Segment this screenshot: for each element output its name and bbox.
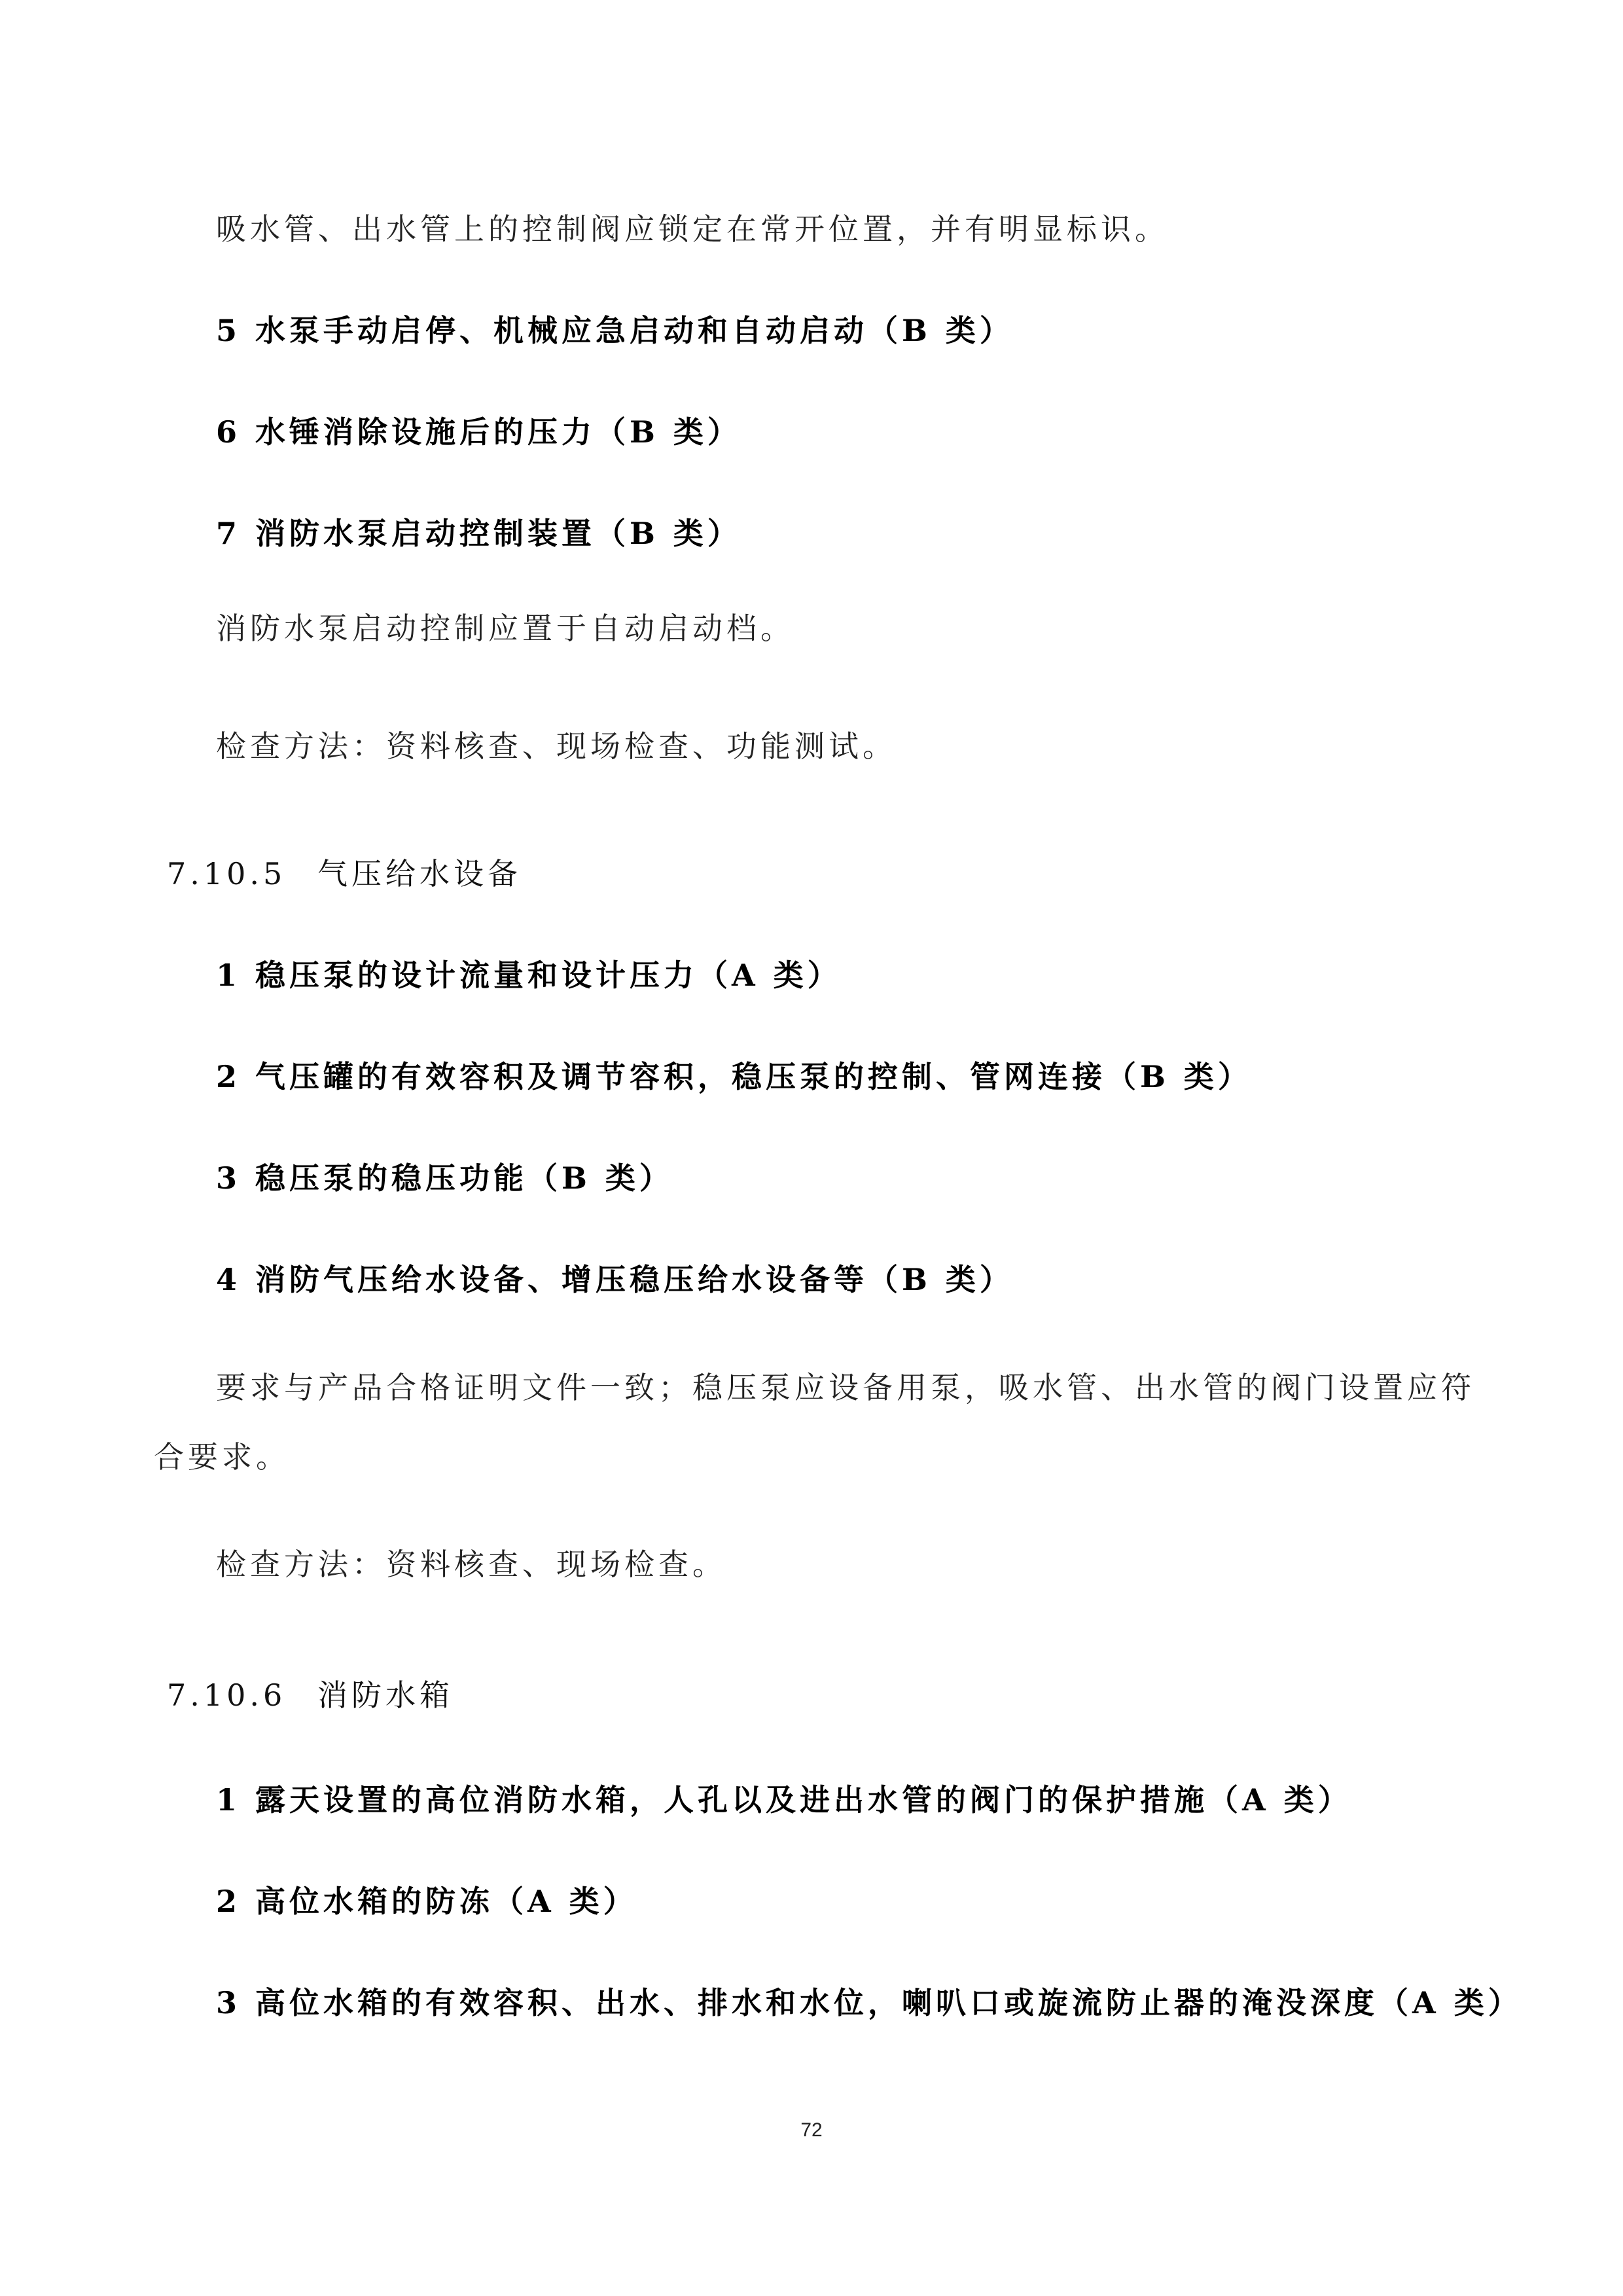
paragraph-auto-start: 消防水泵启动控制应置于自动启动档。	[216, 611, 794, 646]
section-title: 消防水箱	[317, 1677, 454, 1713]
item-6-water-hammer: 6 水锤消除设施后的压力（B 类）	[216, 414, 741, 450]
check-method-1: 检查方法：资料核查、现场检查、功能测试。	[216, 728, 897, 764]
item-1-outdoor-tank: 1 露天设置的高位消防水箱，人孔以及进出水管的阀门的保护措施（A 类）	[216, 1782, 1352, 1818]
item-5-pump-start: 5 水泵手动启停、机械应急启动和自动启动（B 类）	[216, 313, 1014, 348]
section-number: 7.10.6	[167, 1677, 287, 1713]
item-2-antifreeze: 2 高位水箱的防冻（A 类）	[216, 1884, 637, 1919]
section-heading-7-10-5	[167, 854, 522, 893]
item-3-stabilizing-function: 3 稳压泵的稳压功能（B 类）	[216, 1160, 673, 1196]
section-number: 7.10.5	[167, 856, 287, 891]
page-number: 72	[800, 2119, 823, 2141]
item-4-pressure-equipment: 4 消防气压给水设备、增压稳压给水设备等（B 类）	[216, 1262, 1014, 1297]
paragraph-requirement: 要求与产品合格证明文件一致；稳压泵应设备用泵，吸水管、出水管的阀门设置应符合要求。	[154, 1370, 1475, 1475]
item-7-start-control: 7 消防水泵启动控制装置（B 类）	[216, 516, 741, 551]
check-method-2: 检查方法：资料核查、现场检查。	[216, 1547, 726, 1582]
section-title: 气压给水设备	[317, 856, 522, 891]
item-1-stabilizer-flow: 1 稳压泵的设计流量和设计压力（A 类）	[216, 958, 842, 993]
item-2-pressure-tank: 2 气压罐的有效容积及调节容积，稳压泵的控制、管网连接（B 类）	[216, 1059, 1252, 1094]
item-3-tank-volume: 3 高位水箱的有效容积、出水、排水和水位，喇叭口或旋流防止器的淹没深度（A 类）	[216, 1985, 1522, 2020]
paragraph-valve-locked: 吸水管、出水管上的控制阀应锁定在常开位置，并有明显标识。	[216, 211, 1169, 247]
section-heading-7-10-6	[167, 1676, 454, 1715]
